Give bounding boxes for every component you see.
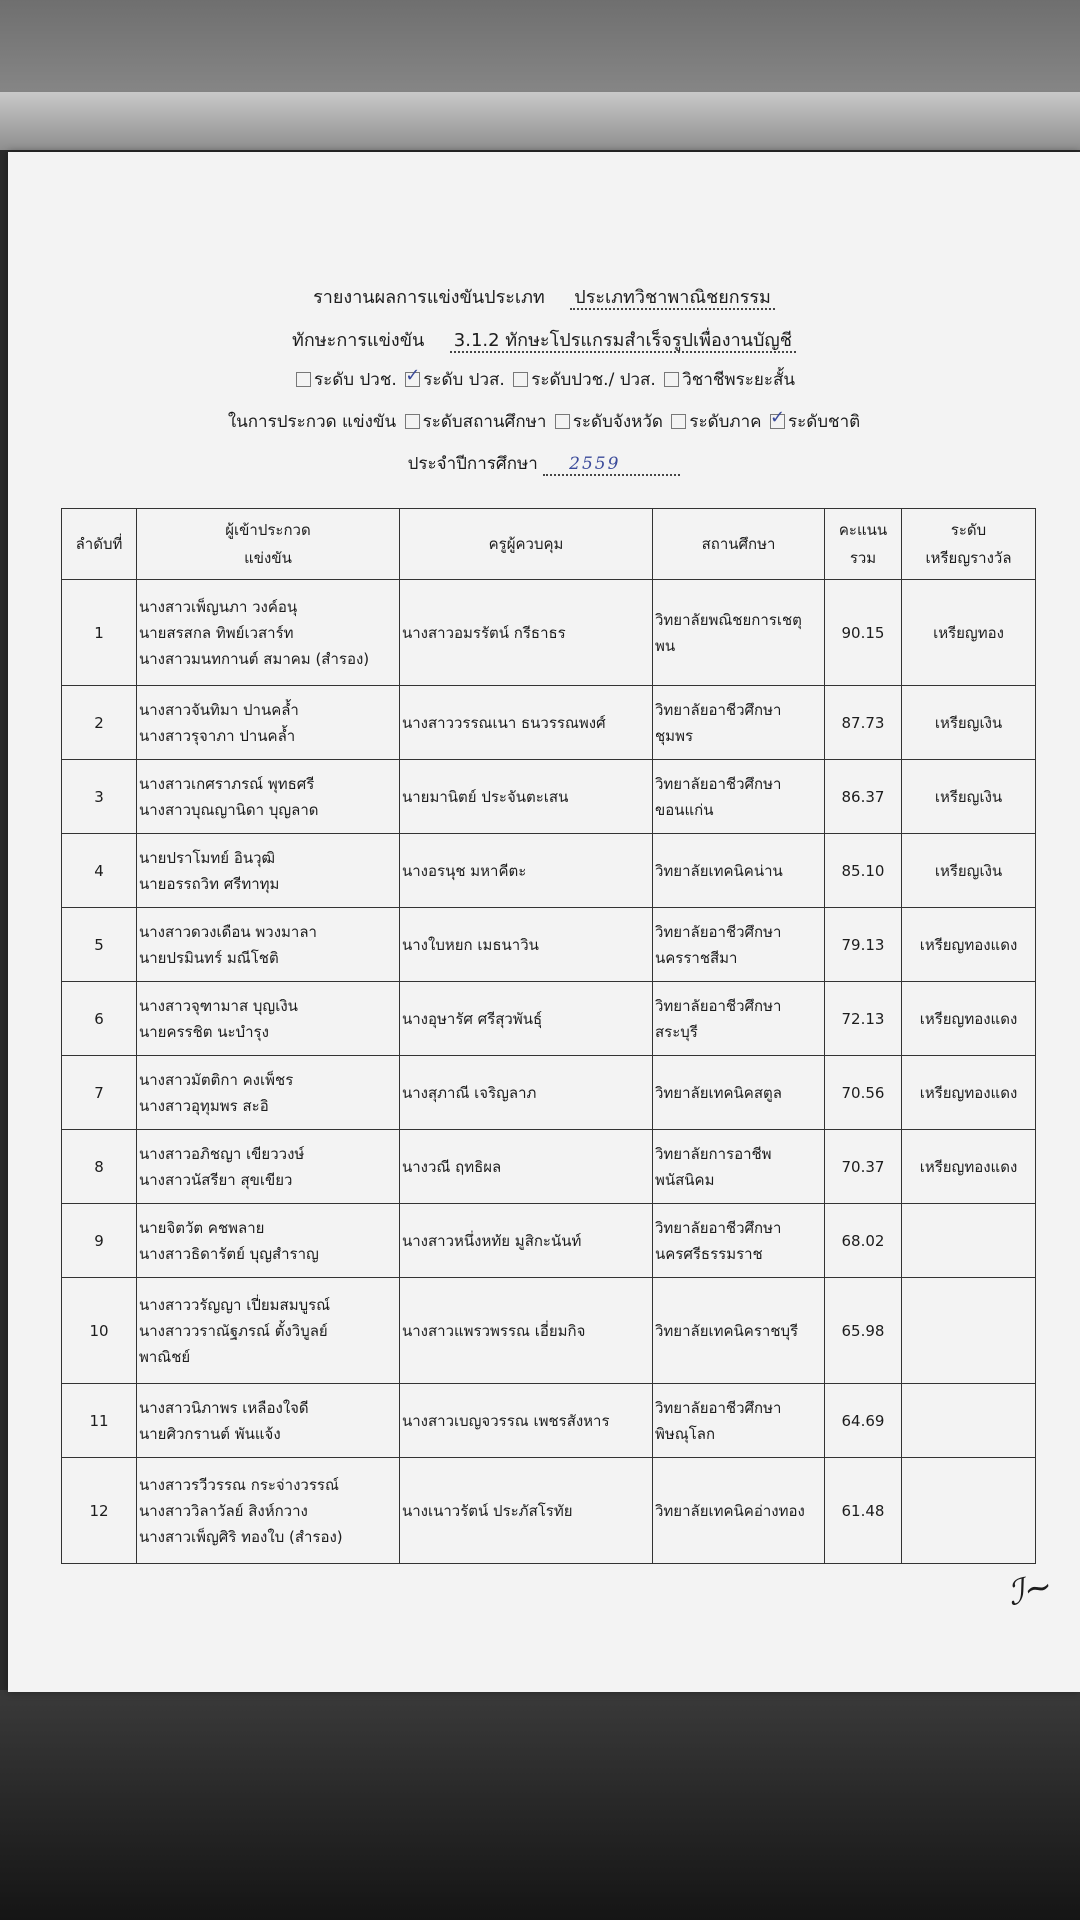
school-line: พนัสนิคม (655, 1170, 715, 1189)
school-line: นครราชสีมา (655, 948, 738, 967)
school-line: วิทยาลัยอาชีวศึกษา (655, 996, 782, 1015)
contestant-name: นางสาวอภิชญา เขียววงษ์ (139, 1144, 305, 1163)
contestant-name: นายปรมินทร์ มณีโชติ (139, 948, 279, 967)
score-value: 90.15 (825, 580, 902, 686)
year-field (543, 454, 680, 476)
school-line: ชุมพร (655, 726, 694, 745)
score-value: 70.56 (825, 1056, 902, 1130)
teacher-name: นางใบหยก เมธนาวิน (400, 908, 653, 982)
contestant-name: นางสาวมัตติกา คงเพ็ชร (139, 1070, 294, 1089)
contestant-name: นางสาวจุฑามาส บุญเงิน (139, 996, 298, 1015)
medal-value: เหรียญเงิน (902, 760, 1036, 834)
contestant-name: นางสาววราณัฐภรณ์ ตั้งวิบูลย์ (139, 1321, 328, 1340)
contestant-name: นางสาววิลาวัลย์ สิงห์กวาง (139, 1501, 308, 1520)
checkbox-contest-school[interactable] (405, 414, 420, 429)
school-line: ขอนแก่น (655, 800, 714, 819)
school-name (653, 1130, 825, 1204)
score-value: 79.13 (825, 908, 902, 982)
skill-label: ทักษะการแข่งขัน (292, 330, 425, 351)
contestant-names (137, 982, 400, 1056)
school-line: วิทยาลัยเทคนิคราชบุรี (655, 1321, 799, 1340)
row-number: 11 (62, 1384, 137, 1458)
score-value: 68.02 (825, 1204, 902, 1278)
row-number: 1 (62, 580, 137, 686)
school-name (653, 1458, 825, 1564)
medal-value: เหรียญเงิน (902, 834, 1036, 908)
document-page (8, 152, 1080, 1692)
table-row (62, 1130, 1036, 1204)
level-label: ระดับปวช./ ปวส. (531, 370, 656, 390)
background-strip (0, 92, 1080, 150)
table-row (62, 982, 1036, 1056)
contestant-names (137, 686, 400, 760)
medal-value (902, 1384, 1036, 1458)
contestant-name: นางสาววรัญญา เปี่ยมสมบูรณ์ (139, 1295, 331, 1314)
school-line: นครศรีธรรมราช (655, 1244, 763, 1263)
skill-value: 3.1.2 ทักษะโปรแกรมสำเร็จรูปเพื่องานบัญชี (450, 330, 796, 353)
row-number: 6 (62, 982, 137, 1056)
row-number: 9 (62, 1204, 137, 1278)
contestant-names (137, 580, 400, 686)
contestant-name: นางสาวรวีวรรณ กระจ่างวรรณ์ (139, 1475, 339, 1494)
score-value: 86.37 (825, 760, 902, 834)
medal-value: เหรียญเงิน (902, 686, 1036, 760)
table-row (62, 760, 1036, 834)
school-name (653, 908, 825, 982)
contestant-name: นางสาวธิดารัตย์ บุญสำราญ (139, 1244, 319, 1263)
medal-value (902, 1458, 1036, 1564)
contest-level-label: ระดับจังหวัด (572, 412, 663, 432)
school-line: วิทยาลัยอาชีวศึกษา (655, 700, 782, 719)
table-row (62, 1204, 1036, 1278)
category-value: ประเภทวิชาพาณิชยกรรม (570, 287, 775, 310)
school-line: สระบุรี (655, 1022, 698, 1041)
medal-value: เหรียญทองแดง (902, 982, 1036, 1056)
row-number: 2 (62, 686, 137, 760)
checkbox-level-both[interactable] (513, 372, 528, 387)
table-row (62, 1458, 1036, 1564)
teacher-name: นางสาวแพรวพรรณ เอี่ยมกิจ (400, 1278, 653, 1384)
table-header-row (62, 509, 1036, 580)
medal-value: เหรียญทองแดง (902, 1056, 1036, 1130)
col-header-teacher: ครูผู้ควบคุม (400, 509, 653, 580)
level-label: วิชาชีพระยะสั้น (682, 370, 795, 390)
contestant-name: นางสาวบุณญานิดา บุญลาด (139, 800, 319, 819)
contest-level-line (8, 408, 1080, 435)
school-line: พน (655, 636, 676, 655)
level-label: ระดับ ปวช. (314, 370, 397, 390)
results-table (61, 508, 1036, 1564)
table-row (62, 686, 1036, 760)
contestant-name: นางสาวนิภาพร เหลืองใจดี (139, 1398, 309, 1417)
report-title-line (8, 282, 1080, 311)
col-header-score: คะแนน รวม (825, 509, 902, 580)
medal-value: เหรียญทองแดง (902, 1130, 1036, 1204)
checkbox-contest-national[interactable] (770, 414, 785, 429)
score-value: 61.48 (825, 1458, 902, 1564)
col-header-contestants: ผู้เข้าประกวด แข่งขัน (137, 509, 400, 580)
teacher-name: นางสาวอมรรัตน์ กรีธาธร (400, 580, 653, 686)
level-checkboxes (8, 366, 1080, 393)
table-row (62, 580, 1036, 686)
school-line: วิทยาลัยอาชีวศึกษา (655, 922, 782, 941)
checkbox-contest-province[interactable] (555, 414, 570, 429)
year-label: ประจำปีการศึกษา (407, 454, 538, 474)
school-name (653, 1204, 825, 1278)
medal-value (902, 1278, 1036, 1384)
school-name (653, 580, 825, 686)
contestant-name: นางสาวเกศราภรณ์ พุทธศรี (139, 774, 315, 793)
col-header-no: ลำดับที่ (62, 509, 137, 580)
score-value: 85.10 (825, 834, 902, 908)
table-row (62, 908, 1036, 982)
school-line: วิทยาลัยเทคนิคน่าน (655, 861, 783, 880)
score-value: 72.13 (825, 982, 902, 1056)
school-line: วิทยาลัยอาชีวศึกษา (655, 1218, 782, 1237)
teacher-name: นางสาวหนึ่งหทัย มูสิกะนันท์ (400, 1204, 653, 1278)
school-line: วิทยาลัยเทคนิคสตูล (655, 1083, 782, 1102)
row-number: 10 (62, 1278, 137, 1384)
teacher-name: นางสาวเบญจวรรณ เพชรสังหาร (400, 1384, 653, 1458)
contestant-name: นายปราโมทย์ อินวุฒิ (139, 848, 276, 867)
row-number: 3 (62, 760, 137, 834)
school-line: วิทยาลัยอาชีวศึกษา (655, 774, 782, 793)
contestant-names (137, 834, 400, 908)
teacher-name: นายมานิตย์ ประจันตะเสน (400, 760, 653, 834)
table-row (62, 1278, 1036, 1384)
checkbox-level-short-course[interactable] (664, 372, 679, 387)
contestant-names (137, 908, 400, 982)
year-value: 2559 (569, 454, 621, 474)
contestant-name: พาณิชย์ (139, 1347, 191, 1366)
score-value: 65.98 (825, 1278, 902, 1384)
row-number: 5 (62, 908, 137, 982)
school-name (653, 1384, 825, 1458)
checkbox-level-vocational[interactable] (296, 372, 311, 387)
checkbox-contest-region[interactable] (671, 414, 686, 429)
teacher-name: นางเนาวรัตน์ ประภัสโรทัย (400, 1458, 653, 1564)
contest-level-label: ระดับสถานศึกษา (422, 412, 547, 432)
medal-value: เหรียญทอง (902, 580, 1036, 686)
contestant-name: นายอรรถวิท ศรีทาทุม (139, 874, 280, 893)
row-number: 12 (62, 1458, 137, 1564)
score-value: 64.69 (825, 1384, 902, 1458)
school-name (653, 1056, 825, 1130)
school-name (653, 982, 825, 1056)
contest-level-label: ระดับชาติ (787, 412, 861, 432)
row-number: 4 (62, 834, 137, 908)
school-line: วิทยาลัยพณิชยการเชตุ (655, 610, 802, 629)
contestant-name: นางสาวรุจาภา ปานคล้ำ (139, 726, 296, 745)
contestant-name: นางสาวเพ็ญนภา วงค์อนุ (139, 597, 298, 616)
contestant-name: นางสาวนัสรียา สุขเขียว (139, 1170, 293, 1189)
school-line: วิทยาลัยเทคนิคอ่างทอง (655, 1501, 805, 1520)
table-row (62, 834, 1036, 908)
score-value: 87.73 (825, 686, 902, 760)
contest-label: ในการประกวด แข่งขัน (227, 412, 397, 432)
contestant-names (137, 1384, 400, 1458)
medal-value: เหรียญทองแดง (902, 908, 1036, 982)
contestant-names (137, 1130, 400, 1204)
score-value: 70.37 (825, 1130, 902, 1204)
signature-mark: ℐ~ (1004, 1565, 1057, 1615)
contestant-names (137, 1458, 400, 1564)
report-title-label: รายงานผลการแข่งขันประเภท (313, 287, 545, 308)
school-name (653, 1278, 825, 1384)
contestant-names (137, 1278, 400, 1384)
teacher-name: นางอุษารัศ ศรีสุวพันธุ์ (400, 982, 653, 1056)
checkbox-level-high-vocational[interactable] (405, 372, 420, 387)
contestant-name: นางสาวดวงเดือน พวงมาลา (139, 922, 317, 941)
contestant-names (137, 1204, 400, 1278)
background-bottom (0, 1690, 1080, 1920)
row-number: 8 (62, 1130, 137, 1204)
table-row (62, 1056, 1036, 1130)
contest-level-label: ระดับภาค (689, 412, 762, 432)
contestant-name: นางสาวจันทิมา ปานคล้ำ (139, 700, 299, 719)
col-header-medal: ระดับ เหรียญรางวัล (902, 509, 1036, 580)
school-name (653, 834, 825, 908)
col-header-school: สถานศึกษา (653, 509, 825, 580)
contestant-names (137, 1056, 400, 1130)
contestant-name: นางสาวมนทกานต์ สมาคม (สำรอง) (139, 649, 370, 668)
teacher-name: นางสุภาณี เจริญลาภ (400, 1056, 653, 1130)
school-line: วิทยาลัยอาชีวศึกษา (655, 1398, 782, 1417)
academic-year-line (8, 450, 1080, 477)
teacher-name: นางสาววรรณเนา ธนวรรณพงศ์ (400, 686, 653, 760)
skill-line (8, 325, 1080, 354)
contestant-name: นางสาวอุทุมพร สะอิ (139, 1096, 269, 1115)
contestant-name: นางสาวเพ็ญศิริ ทองใบ (สำรอง) (139, 1527, 343, 1546)
teacher-name: นางอรนุช มหาคีตะ (400, 834, 653, 908)
medal-value (902, 1204, 1036, 1278)
school-line: วิทยาลัยการอาชีพ (655, 1144, 772, 1163)
contestant-names (137, 760, 400, 834)
row-number: 7 (62, 1056, 137, 1130)
contestant-name: นายศิวกรานต์ พันแจ้ง (139, 1424, 281, 1443)
contestant-name: นายครรชิต นะบำรุง (139, 1022, 269, 1041)
school-name (653, 686, 825, 760)
contestant-name: นายสรสกล ทิพย์เวสาร์ท (139, 623, 294, 642)
school-name (653, 760, 825, 834)
teacher-name: นางวณี ฤทธิผล (400, 1130, 653, 1204)
contestant-name: นายจิตวัต คชพลาย (139, 1218, 265, 1237)
school-line: พิษณุโลก (655, 1424, 716, 1443)
table-row (62, 1384, 1036, 1458)
level-label: ระดับ ปวส. (423, 370, 505, 390)
